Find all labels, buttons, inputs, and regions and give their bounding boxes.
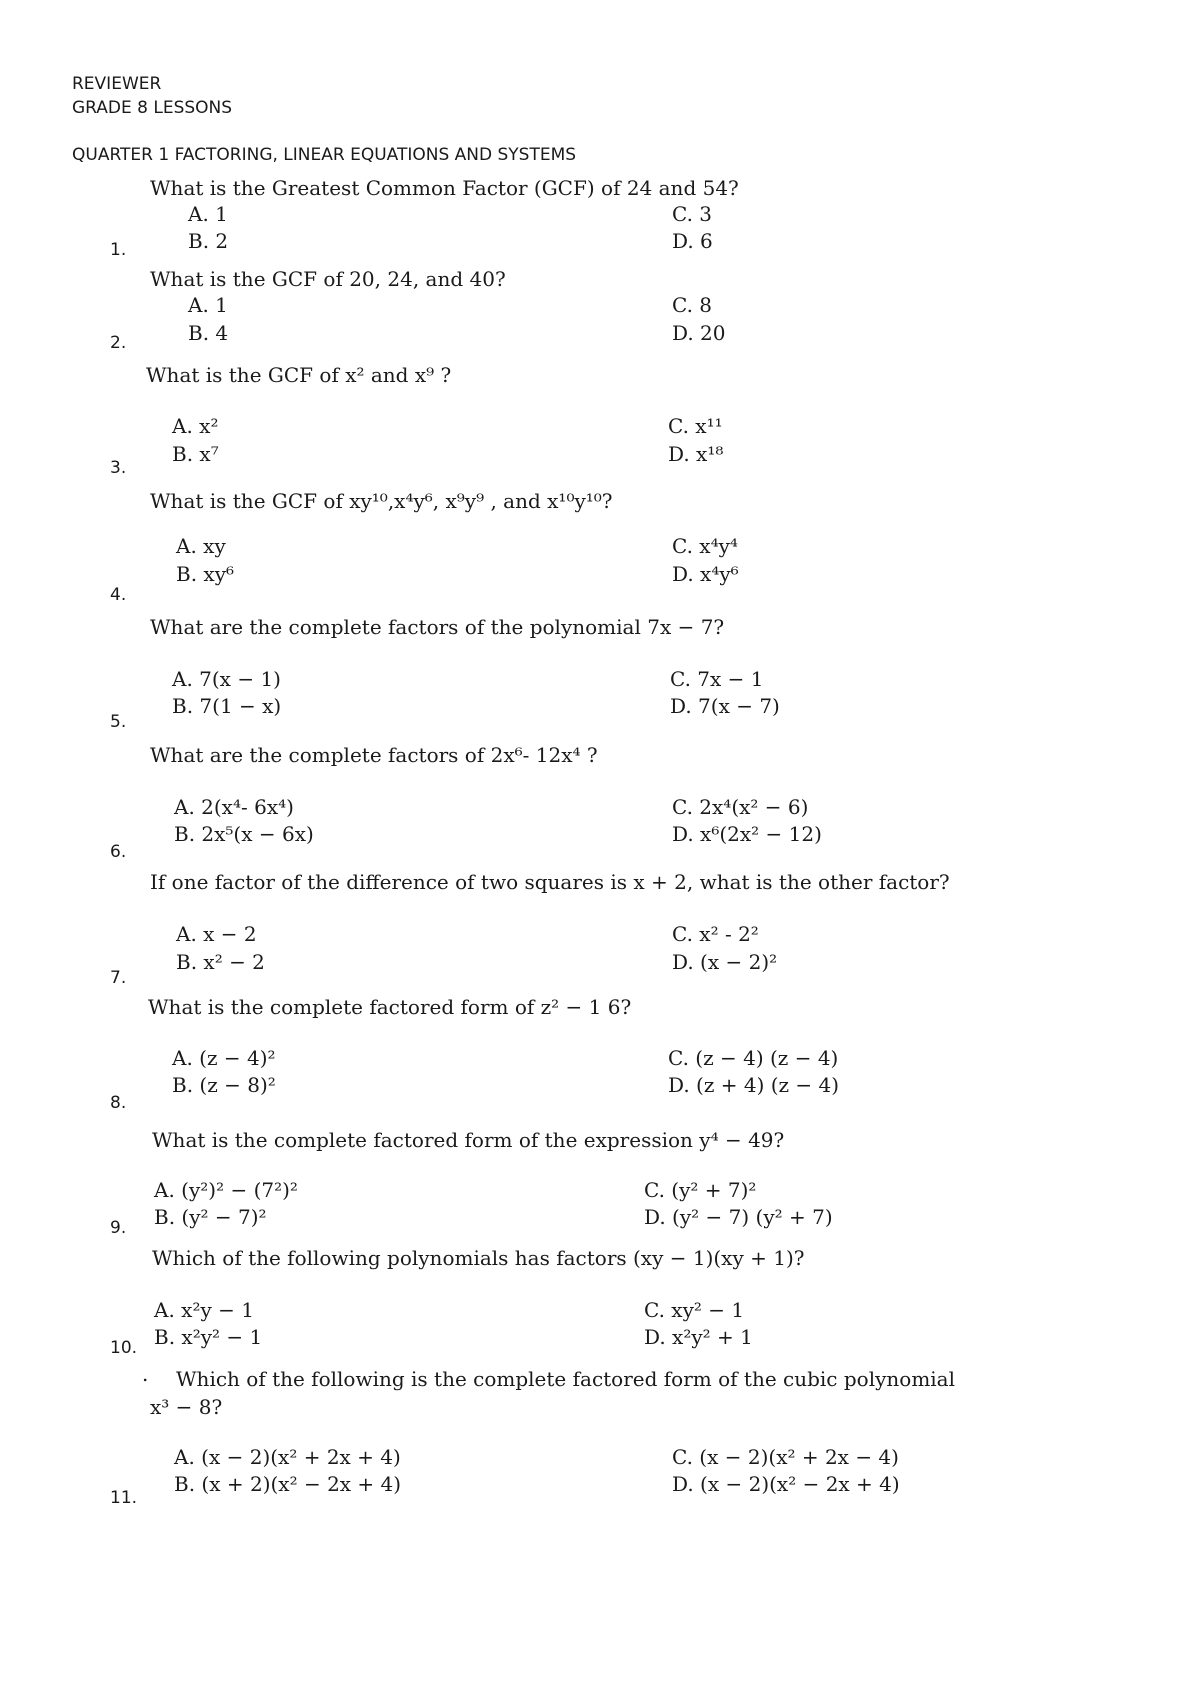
option-d: D. x⁶(2x² − 12): [672, 822, 822, 846]
question-number: 10.: [110, 1338, 138, 1358]
question-number: 5.: [110, 712, 127, 732]
stray-period: .: [142, 1362, 149, 1386]
option-a: A. x − 2: [176, 922, 257, 946]
question-number: 2.: [110, 333, 127, 353]
question-stem: What is the GCF of x² and x⁹ ?: [146, 363, 452, 387]
option-a: A. 7(x − 1): [172, 667, 281, 691]
option-d: D. 6: [672, 229, 713, 253]
option-b: B. x² − 2: [176, 950, 265, 974]
question-stem: Which of the following polynomials has factors (xy − 1)(xy + 1)?: [152, 1246, 805, 1270]
option-c: C. (x − 2)(x² + 2x − 4): [672, 1445, 899, 1469]
option-b: B. (y² − 7)²: [154, 1205, 267, 1229]
option-c: C. 2x⁴(x² − 6): [672, 795, 809, 819]
question-number: 6.: [110, 842, 127, 862]
option-d: D. (y² − 7) (y² + 7): [644, 1205, 833, 1229]
option-a: A. x²y − 1: [154, 1298, 254, 1322]
header-quarter: QUARTER 1 FACTORING, LINEAR EQUATIONS AND SYSTEMS: [72, 145, 577, 165]
question-number: 11.: [110, 1488, 138, 1508]
question-number: 4.: [110, 585, 127, 605]
option-d: D. 7(x − 7): [670, 694, 780, 718]
question-stem: What is the GCF of 20, 24, and 40?: [150, 267, 506, 291]
header-reviewer: REVIEWER: [72, 74, 162, 94]
option-c: C. (z − 4) (z − 4): [668, 1046, 839, 1070]
option-d: D. 20: [672, 321, 726, 345]
option-d: D. (x − 2)(x² − 2x + 4): [672, 1472, 900, 1496]
question-stem: What is the complete factored form of z² − 1 6?: [148, 995, 632, 1019]
option-c: C. 7x − 1: [670, 667, 764, 691]
option-b: B. (x + 2)(x² − 2x + 4): [174, 1472, 402, 1496]
question-number: 3.: [110, 458, 127, 478]
option-c: C. (y² + 7)²: [644, 1178, 757, 1202]
option-b: B. 7(1 − x): [172, 694, 282, 718]
option-b: B. 4: [188, 321, 229, 345]
option-a: A. 1: [188, 202, 228, 226]
option-d: D. x¹⁸: [668, 442, 724, 466]
question-number: 1.: [110, 240, 127, 260]
question-stem: What is the Greatest Common Factor (GCF) of 24 and 54?: [150, 176, 739, 200]
header-grade: GRADE 8 LESSONS: [72, 98, 233, 118]
option-c: C. x⁴y⁴: [672, 534, 738, 558]
option-c: C. x¹¹: [668, 414, 723, 438]
option-b: B. 2: [188, 229, 229, 253]
question-number: 9.: [110, 1218, 127, 1238]
option-b: B. x⁷: [172, 442, 219, 466]
option-a: A. x²: [172, 414, 219, 438]
option-d: D. x⁴y⁶: [672, 562, 739, 586]
question-stem: What is the complete factored form of the expression y⁴ − 49?: [152, 1128, 785, 1152]
option-a: A. 2(x⁴- 6x⁴): [174, 795, 294, 819]
question-stem: What are the complete factors of 2x⁶- 12x⁴ ?: [150, 743, 598, 767]
option-b: B. (z − 8)²: [172, 1073, 276, 1097]
option-d: D. x²y² + 1: [644, 1325, 753, 1349]
option-a: A. (x − 2)(x² + 2x + 4): [174, 1445, 401, 1469]
question-number: 7.: [110, 968, 127, 988]
option-a: A. (y²)² − (7²)²: [154, 1178, 298, 1202]
option-c: C. 3: [672, 202, 713, 226]
option-c: C. 8: [672, 293, 713, 317]
option-c: C. xy² − 1: [644, 1298, 745, 1322]
option-a: A. 1: [188, 293, 228, 317]
option-a: A. (z − 4)²: [172, 1046, 276, 1070]
question-stem: What is the GCF of xy¹⁰,x⁴y⁶, x⁹y⁹ , and x¹⁰y¹⁰?: [150, 489, 613, 513]
question-stem: If one factor of the difference of two squares is x + 2, what is the other factor?: [150, 870, 950, 894]
option-c: C. x² - 2²: [672, 922, 759, 946]
question-stem: Which of the following is the complete factored form of the cubic polynomial: [176, 1367, 956, 1391]
question-number: 8.: [110, 1093, 127, 1113]
option-b: B. xy⁶: [176, 562, 235, 586]
option-b: B. 2x⁵(x − 6x): [174, 822, 314, 846]
option-a: A. xy: [176, 534, 226, 558]
question-stem-continued: x³ − 8?: [150, 1395, 223, 1419]
option-d: D. (x − 2)²: [672, 950, 778, 974]
option-b: B. x²y² − 1: [154, 1325, 263, 1349]
question-stem: What are the complete factors of the polynomial 7x − 7?: [150, 615, 725, 639]
option-d: D. (z + 4) (z − 4): [668, 1073, 840, 1097]
